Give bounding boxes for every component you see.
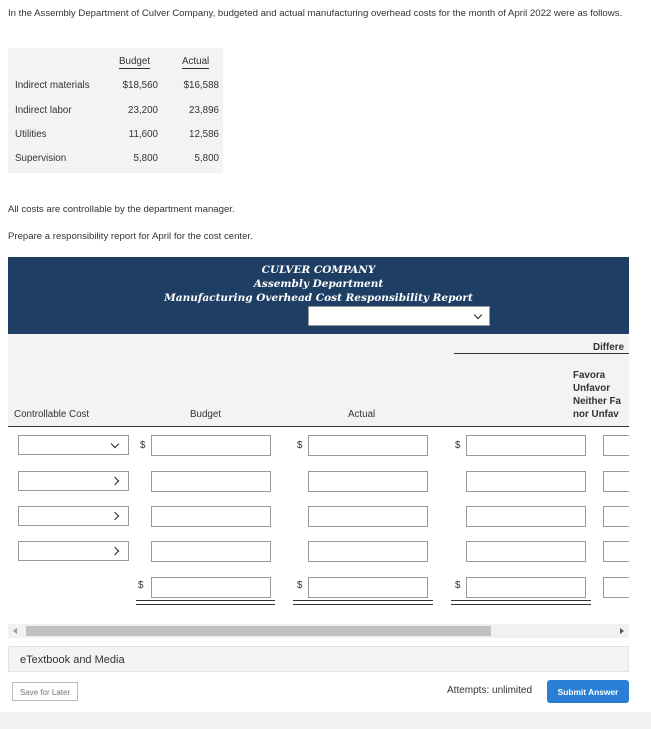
actual-header: Actual xyxy=(182,56,210,67)
chevron-right-icon xyxy=(111,547,119,555)
diff-option: Unfavor xyxy=(573,383,611,394)
total-double-underline xyxy=(451,600,591,605)
data-row xyxy=(8,129,223,143)
data-row xyxy=(8,153,223,167)
total-double-underline xyxy=(293,600,433,605)
footer-band xyxy=(0,712,651,729)
budget-input[interactable] xyxy=(151,471,271,492)
actual-input[interactable] xyxy=(308,471,428,492)
column-header-band xyxy=(8,334,629,427)
etextbook-media-panel[interactable] xyxy=(8,646,629,672)
dollar-sign: $ xyxy=(297,440,303,451)
scroll-right-icon[interactable] xyxy=(620,628,624,634)
diff-option: Favora xyxy=(573,370,606,381)
dollar-sign: $ xyxy=(455,440,461,451)
difference-input[interactable] xyxy=(466,541,586,562)
row-actual: 12,586 xyxy=(189,129,219,140)
instruction-text: Prepare a responsibility report for April for the cost center. xyxy=(8,231,253,242)
chevron-down-icon xyxy=(474,311,482,319)
cost-data-table xyxy=(8,48,223,173)
row-actual: 23,896 xyxy=(189,105,219,116)
chevron-right-icon xyxy=(111,512,119,520)
row-budget: 11,600 xyxy=(128,129,158,140)
actual-input[interactable] xyxy=(308,435,428,456)
data-row xyxy=(8,80,223,94)
budget-total-input[interactable] xyxy=(151,577,271,598)
difference-type-select[interactable] xyxy=(603,435,629,456)
difference-total-type-select[interactable] xyxy=(603,577,629,598)
attempts-text: Attempts: unlimited xyxy=(447,685,533,696)
budget-input[interactable] xyxy=(151,506,271,527)
diff-option: nor Unfav xyxy=(573,409,619,420)
cost-select[interactable] xyxy=(18,435,129,455)
save-for-later-button[interactable]: Save for Later xyxy=(12,682,78,701)
col-budget: Budget xyxy=(190,409,222,420)
difference-input[interactable] xyxy=(466,471,586,492)
problem-intro: In the Assembly Department of Culver Company, budgeted and actual manufacturing overhead costs for the month of April 2022 were as follows. xyxy=(8,8,623,19)
controllable-note: All costs are controllable by the department manager. xyxy=(8,204,235,215)
submit-answer-button[interactable]: Submit Answer xyxy=(547,680,629,703)
row-budget: 5,800 xyxy=(133,153,158,164)
difference-input[interactable] xyxy=(466,506,586,527)
row-budget: $18,560 xyxy=(122,80,158,91)
row-actual: $16,588 xyxy=(183,80,219,91)
cost-select[interactable] xyxy=(18,471,129,491)
report-header xyxy=(8,257,629,334)
budget-header: Budget xyxy=(119,56,151,67)
report-grid xyxy=(8,334,629,614)
row-actual: 5,800 xyxy=(194,153,219,164)
scroll-left-icon[interactable] xyxy=(13,628,17,634)
col-actual: Actual xyxy=(348,409,376,420)
etextbook-media-label: eTextbook and Media xyxy=(20,654,125,666)
row-label: Indirect materials xyxy=(15,80,90,91)
dollar-sign: $ xyxy=(297,580,303,591)
horizontal-scrollbar[interactable] xyxy=(8,624,629,638)
dollar-sign: $ xyxy=(138,580,144,591)
scrollbar-thumb[interactable] xyxy=(26,626,491,636)
difference-input[interactable] xyxy=(466,435,586,456)
actual-total-input[interactable] xyxy=(308,577,428,598)
budget-input[interactable] xyxy=(151,435,271,456)
data-row xyxy=(8,105,223,119)
row-label: Supervision xyxy=(15,153,67,164)
row-budget: 23,200 xyxy=(128,105,158,116)
chevron-right-icon xyxy=(111,477,119,485)
difference-total-input[interactable] xyxy=(466,577,586,598)
budget-input[interactable] xyxy=(151,541,271,562)
period-select[interactable] xyxy=(308,306,490,326)
report-company: CULVER COMPANY xyxy=(261,264,376,276)
row-label: Indirect labor xyxy=(15,105,72,116)
dollar-sign: $ xyxy=(455,580,461,591)
report-title: Manufacturing Overhead Cost Responsibility Report xyxy=(164,292,473,304)
dollar-sign: $ xyxy=(140,440,146,451)
chevron-down-icon xyxy=(111,440,119,448)
difference-type-select[interactable] xyxy=(603,471,629,492)
report-department: Assembly Department xyxy=(253,278,384,290)
total-double-underline xyxy=(136,600,275,605)
actual-input[interactable] xyxy=(308,506,428,527)
col-controllable-cost: Controllable Cost xyxy=(14,409,90,420)
cost-select[interactable] xyxy=(18,506,129,526)
diff-option: Neither Fa xyxy=(573,396,621,407)
col-difference: Differe xyxy=(593,342,625,353)
difference-divider xyxy=(454,353,629,354)
difference-type-select[interactable] xyxy=(603,506,629,527)
row-label: Utilities xyxy=(15,129,47,140)
actual-input[interactable] xyxy=(308,541,428,562)
difference-type-select[interactable] xyxy=(603,541,629,562)
cost-select[interactable] xyxy=(18,541,129,561)
